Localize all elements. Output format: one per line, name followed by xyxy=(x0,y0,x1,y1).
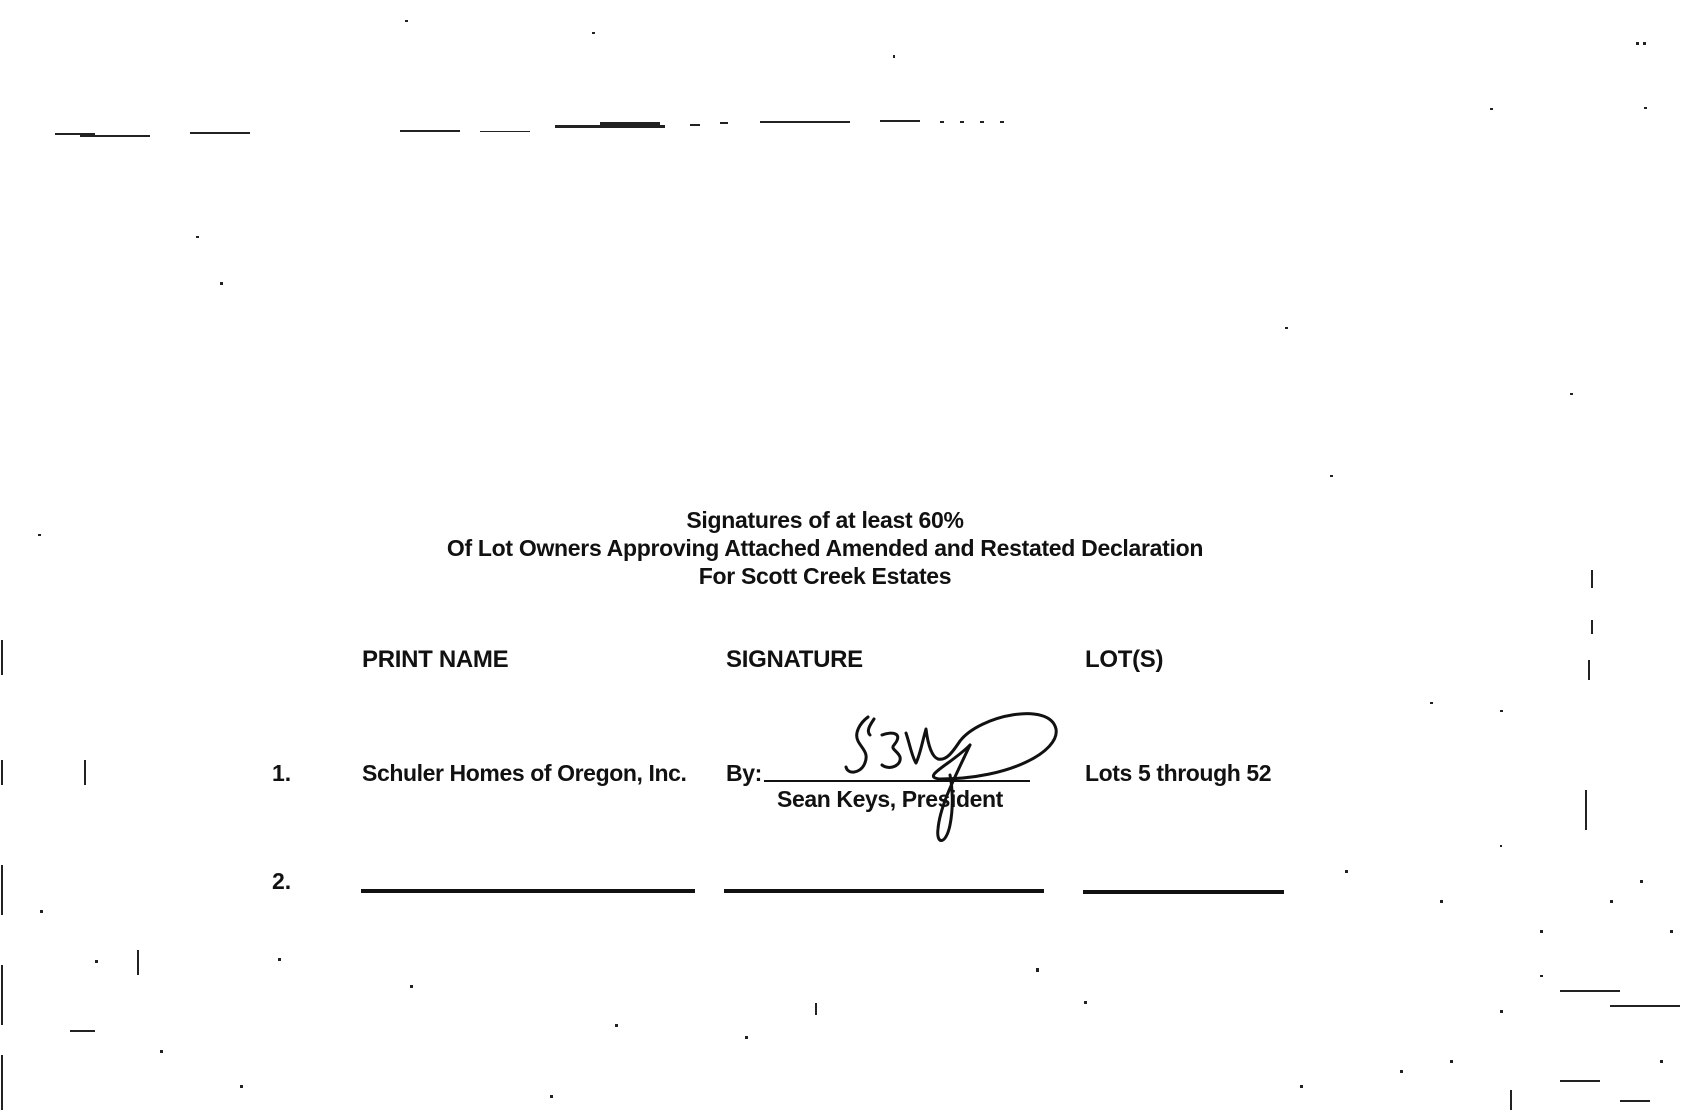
by-label: By: xyxy=(726,760,762,786)
title-line-2: Of Lot Owners Approving Attached Amended and Restated Declaration xyxy=(446,535,1204,561)
row-number: 2. xyxy=(272,868,292,894)
lots-value: Lots 5 through 52 xyxy=(1085,760,1272,786)
column-header-print-name: PRINT NAME xyxy=(362,646,509,673)
handwritten-signature xyxy=(820,705,1070,855)
lots-blank-line xyxy=(1083,890,1284,894)
signature-blank-line xyxy=(724,889,1044,893)
title-line-1: Signatures of at least 60% xyxy=(686,507,964,533)
title-line-3: For Scott Creek Estates xyxy=(698,563,952,589)
column-header-signature: SIGNATURE xyxy=(726,646,863,673)
document-title xyxy=(300,506,1350,590)
print-name-blank-line xyxy=(361,889,695,893)
column-header-lots: LOT(S) xyxy=(1085,646,1164,673)
signer-name-title: Sean Keys, President xyxy=(777,786,1003,812)
print-name-value: Schuler Homes of Oregon, Inc. xyxy=(362,760,687,786)
row-number: 1. xyxy=(272,760,292,786)
